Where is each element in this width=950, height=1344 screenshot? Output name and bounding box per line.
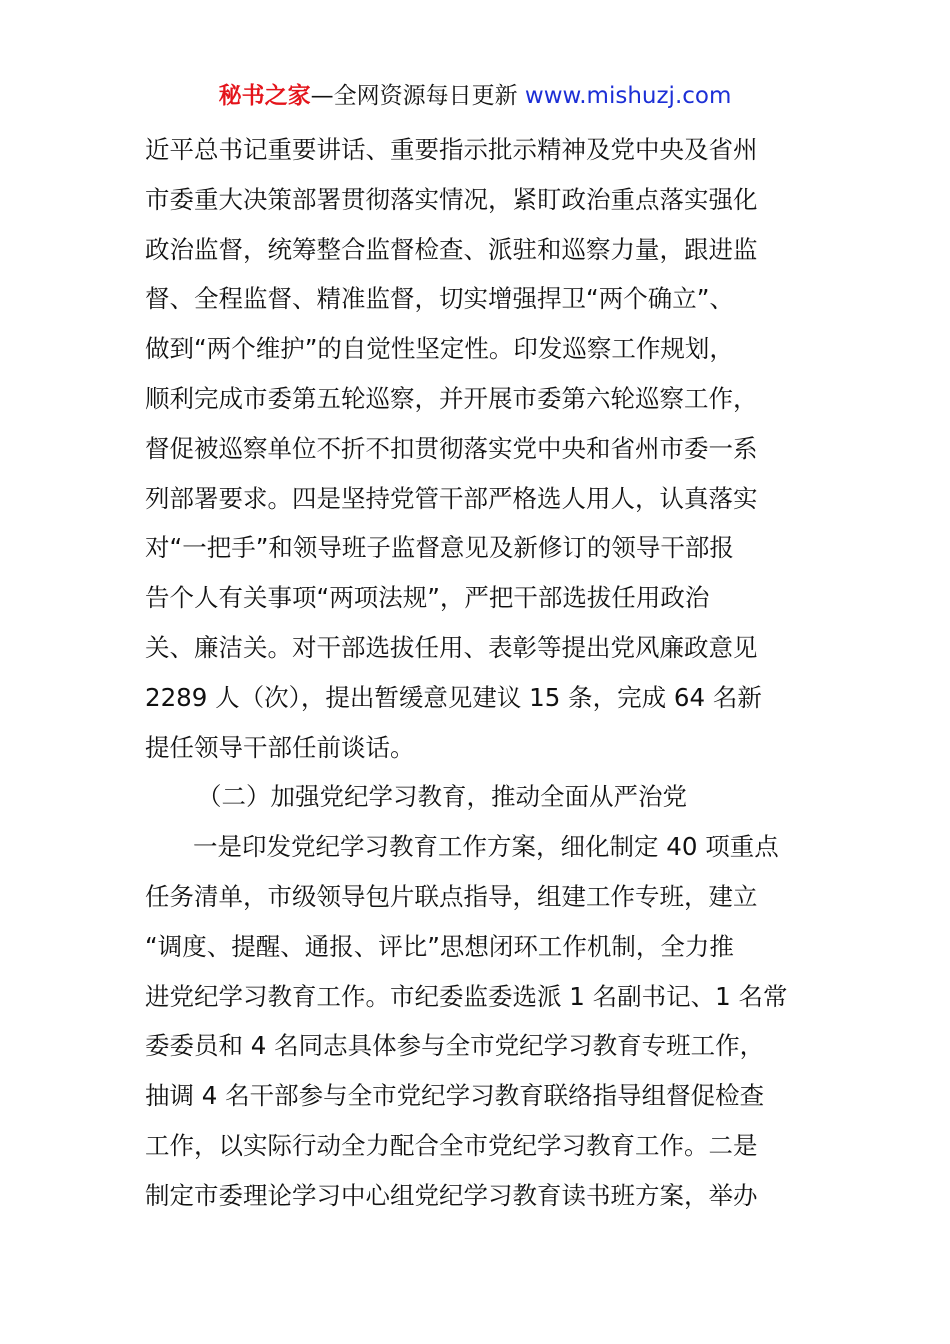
document-body	[145, 125, 815, 1221]
text-line: 市委重大决策部署贯彻落实情况，紧盯政治重点落实强化	[145, 184, 758, 214]
text-line: 进党纪学习教育工作。市纪委监委选派 1 名副书记、1 名常	[145, 981, 788, 1011]
paragraph-first-line: 一是印发党纪学习教育工作方案，细化制定 40 项重点	[193, 832, 779, 862]
text-line: 督、全程监督、精准监督，切实增强捍卫“两个确立”、	[145, 284, 734, 314]
site-url-link[interactable]: www.mishuzj.com	[524, 83, 732, 109]
text-line: 提任领导干部任前谈话。	[145, 732, 415, 762]
text-line: 委委员和 4 名同志具体参与全市党纪学习教育专班工作，	[145, 1031, 765, 1061]
brand-name: 秘书之家	[218, 83, 311, 109]
text-line: 工作，以实际行动全力配合全市党纪学习教育工作。二是	[145, 1130, 758, 1160]
text-line: 对“一把手”和领导班子监督意见及新修订的领导干部报	[145, 533, 734, 563]
text-line: 政治监督，统筹整合监督检查、派驻和巡察力量，跟进监	[145, 234, 758, 264]
text-line: 告个人有关事项“两项法规”，严把干部选拔任用政治	[145, 583, 710, 613]
text-line: 制定市委理论学习中心组党纪学习教育读书班方案，举办	[145, 1180, 758, 1210]
text-line: 列部署要求。四是坚持党管干部严格选人用人，认真落实	[145, 483, 758, 513]
text-line: 关、廉洁关。对干部选拔任用、表彰等提出党风廉政意见	[145, 632, 758, 662]
text-line: 做到“两个维护”的自觉性坚定性。印发巡察工作规划，	[145, 334, 734, 364]
page-header	[0, 80, 950, 112]
text-line: 近平总书记重要讲话、重要指示批示精神及党中央及省州	[145, 135, 758, 164]
text-line: 任务清单，市级领导包片联点指导，组建工作专班，建立	[145, 881, 758, 911]
section-heading: （二）加强党纪学习教育，推动全面从严治党	[197, 782, 687, 812]
text-line: “调度、提醒、通报、评比”思想闭环工作机制，全力推	[145, 931, 734, 961]
text-line: 2289 人（次），提出暂缓意见建议 15 条，完成 64 名新	[145, 682, 762, 712]
header-tagline: —全网资源每日更新	[310, 83, 525, 109]
text-line: 抽调 4 名干部参与全市党纪学习教育联络指导组督促检查	[145, 1081, 765, 1111]
text-line: 督促被巡察单位不折不扣贯彻落实党中央和省州市委一系	[145, 433, 758, 463]
text-line: 顺利完成市委第五轮巡察，并开展市委第六轮巡察工作，	[145, 383, 758, 413]
